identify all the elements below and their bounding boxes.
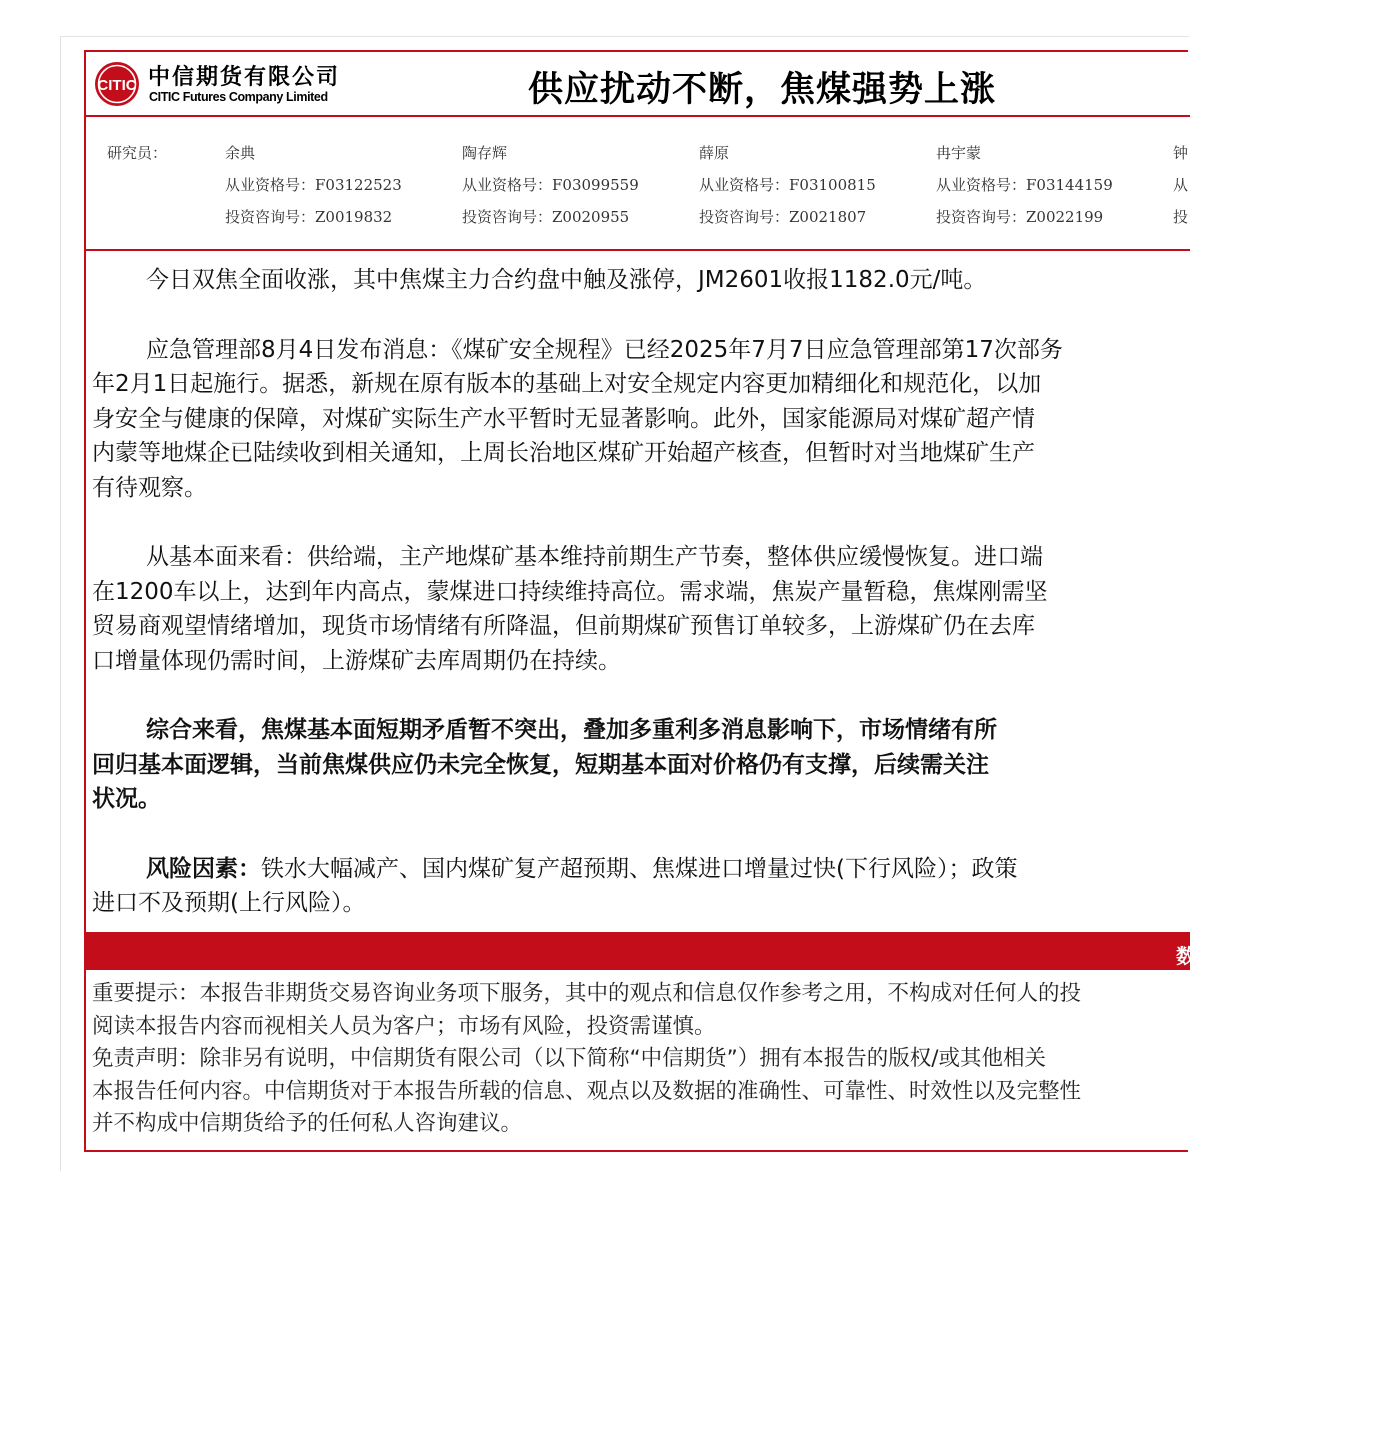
notice-line: 并不构成中信期货给予的任何私人咨询建议。	[92, 1111, 523, 1136]
report-document	[84, 50, 1196, 1152]
text-line: 内蒙等地煤企已陆续收到相关通知，上周长治地区煤矿开始超产核查，但暂时对当地煤矿生产	[92, 440, 1035, 466]
researchers-divider	[86, 249, 1190, 251]
researcher-name: 薛原	[699, 144, 730, 162]
company-name-en: CITIC Futures Company Limited	[149, 90, 328, 104]
report-body	[92, 263, 1292, 921]
paragraph-risk	[92, 852, 1292, 921]
paragraph-regulation	[92, 333, 1292, 506]
text-line: 回归基本面逻辑，当前焦煤供应仍未完全恢复，短期基本面对价格仍有支撑，后续需关注	[92, 751, 989, 778]
notice-line: 重要提示：本报告非期货交易咨询业务项下服务，其中的观点和信息仅作参考之用，不构成对任何人的投	[92, 981, 1082, 1006]
text-line: 有待观察。	[92, 474, 207, 501]
text-line: 在1200车以上，达到年内高点，蒙煤进口持续维持高位。需求端，焦炭产量暂稳，焦煤刚需坚	[92, 578, 1048, 605]
risk-label: 风险因素：	[146, 855, 261, 882]
text-line: 进口不及预期(上行风险）。	[92, 890, 366, 916]
section-banner	[86, 932, 1196, 970]
text-line: 口增量体现仍需时间，上游煤矿去库周期仍在持续。	[92, 647, 621, 674]
disclaimer-block	[92, 978, 1292, 1141]
report-header	[86, 52, 1190, 115]
banner-text: 数	[1176, 944, 1196, 968]
text-line: 年2月1日起施行。据悉，新规在原有版本的基础上对安全规定内容更加精细化和规范化，以加	[92, 371, 1042, 397]
text-line	[92, 852, 1017, 887]
company-name-cn: 中信期货有限公司	[148, 64, 341, 90]
text-line: 应急管理部8月4日发布消息：《煤矿安全规程》已经2025年7月7日应急管理部第17次部务	[146, 336, 1063, 363]
text-line: 从基本面来看：供给端，主产地煤矿基本维持前期生产节奏，整体供应缓慢恢复。进口端	[146, 544, 1043, 570]
consulting-number: 投资咨询号：Z0020955	[462, 208, 630, 226]
text-line: 综合来看，焦煤基本面短期矛盾暂不突出，叠加多重利多消息影响下，市场情绪有所	[146, 717, 997, 743]
researcher-name: 钟	[1173, 144, 1189, 162]
notice-line: 阅读本报告内容而视相关人员为客户；市场有风险，投资需谨慎。	[92, 1013, 716, 1039]
paragraph-fundamentals	[92, 540, 1292, 678]
researcher-name: 余典	[225, 144, 256, 162]
researcher-name: 冉宇蒙	[936, 144, 982, 162]
text-line: 身安全与健康的保障，对煤矿实际生产水平暂时无显著影响。此外，国家能源局对煤矿超产情	[92, 405, 1035, 432]
text-line: 今日双焦全面收涨，其中焦煤主力合约盘中触及涨停，JM2601收报1182.0元/吨。	[146, 267, 987, 293]
citic-logo-icon	[94, 61, 140, 107]
qualification-number: 从业资格号：F03100815	[699, 176, 876, 194]
consulting-number: 投资咨询号：Z0022199	[936, 208, 1104, 226]
qualification-number: 从业资格号：F03099559	[462, 176, 639, 194]
report-title: 供应扰动不断，焦煤强势上涨	[528, 70, 997, 110]
researchers-label: 研究员：	[107, 144, 168, 162]
consulting-number: 投资咨询号：Z0021807	[699, 208, 867, 226]
notice-line: 本报告任何内容。中信期货对于本报告所载的信息、观点以及数据的准确性、可靠性、时效性以及完整性	[92, 1078, 1082, 1104]
svg-text:CITIC: CITIC	[97, 77, 137, 94]
qualification-number: 从	[1173, 176, 1189, 194]
paragraph-conclusion	[92, 713, 1292, 817]
notice-line: 免责声明：除非另有说明，中信期货有限公司（以下简称“中信期货”）拥有本报告的版权/或其他相关	[92, 1046, 1047, 1071]
qualification-number: 从业资格号：F03144159	[936, 176, 1113, 194]
consulting-number: 投	[1173, 208, 1189, 226]
text-line: 贸易商观望情绪增加，现货市场情绪有所降温，但前期煤矿预售订单较多，上游煤矿仍在去库	[92, 613, 1035, 639]
qualification-number: 从业资格号：F03122523	[225, 176, 402, 194]
paragraph-summary	[92, 263, 1292, 298]
researchers-block	[86, 117, 1190, 249]
consulting-number: 投资咨询号：Z0019832	[225, 208, 393, 226]
researcher-name: 陶存辉	[462, 144, 508, 162]
risk-text: 铁水大幅减产、国内煤矿复产超预期、焦煤进口增量过快(下行风险）；政策	[261, 855, 1018, 882]
text-line: 状况。	[92, 786, 161, 812]
